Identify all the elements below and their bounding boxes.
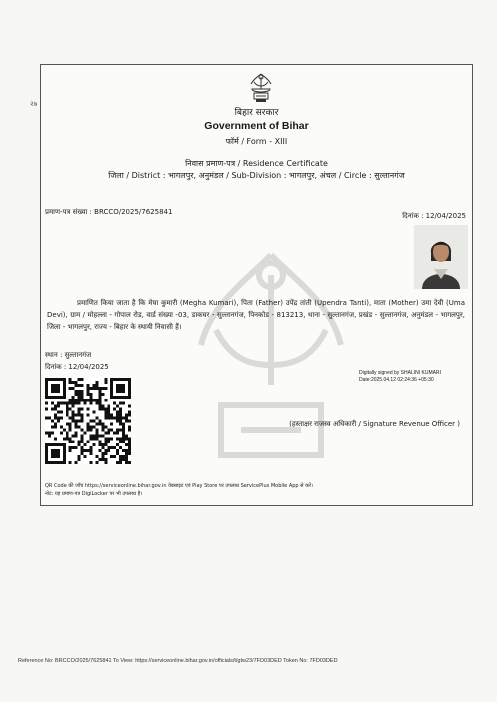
applicant-photo bbox=[414, 225, 468, 289]
digital-signature-date: Date:2025.04.12 02:24:36 +05:30 bbox=[359, 377, 434, 383]
government-title: Government of Bihar bbox=[204, 120, 309, 132]
issue-place: स्थान : सुल्तानगंज bbox=[45, 351, 92, 359]
qr-note bbox=[45, 482, 313, 498]
qr-code bbox=[45, 378, 131, 464]
certificate-date: दिनांक : 12/04/2025 bbox=[402, 212, 466, 220]
digital-signature bbox=[359, 370, 441, 384]
footer-reference: Reference No: BRCCO/2025/7625841 To View: https://serviceonline.bihar.gov.in/officials/t/gtw23/7FD03DED Token No: 7FD03DED bbox=[18, 658, 338, 664]
qr-note-line-1: QR Code की जाँच https://serviceonline.bihar.gov.in वेबसाइट एवं Play Store पर उपलब्ध ServicePlus Mobile App से करें। bbox=[45, 483, 313, 489]
qr-note-line-2: नोट: यह प्रमाण-पत्र DigiLocker पर भी उपलब्ध है। bbox=[45, 491, 143, 497]
state-name-hindi: बिहार सरकार bbox=[234, 108, 279, 118]
bihar-emblem-icon bbox=[246, 71, 276, 103]
certificate-number: प्रमाण-पत्र संख्या : BRCCO/2025/7625841 bbox=[45, 208, 173, 216]
certificate-title: निवास प्रमाण-पत्र / Residence Certificate bbox=[185, 159, 328, 168]
margin-mark: २७ bbox=[30, 101, 38, 108]
digital-signature-name: Digitally signed by SHALINI KUMARI bbox=[359, 370, 441, 376]
signature-label: (हस्ताक्षर राजस्व अधिकारी / Signature Revenue Officer ) bbox=[289, 420, 460, 428]
body-text: प्रमाणित किया जाता है कि मेघा कुमारी (Megha Kumari), पिता (Father) उपेंद्र तांती (Upendra Tanti), माता (Mother) उमा देवी (Uma Devi), ग्राम / मोहल्ला - गोपाल रोड, वार्ड संख्या -03, डाकघर - सुल्तानगंज, पिनकोड - 813213, थाना - सुल्तानगंज, प्रखंड - सुल्तानगंज, अनुमंडल - भागलपुर, जिला - भागलपुर, राज्य - बिहार के स्थायी निवासी हैं। bbox=[47, 299, 465, 331]
form-number: फॉर्म / Form - XIII bbox=[225, 137, 288, 146]
location-line: जिला / District : भागलपुर, अनुमंडल / Sub-Division : भागलपुर, अंचल / Circle : सुल्तानगंज bbox=[108, 171, 405, 180]
watermark-emblem-icon bbox=[171, 235, 371, 485]
certificate-frame bbox=[40, 64, 473, 506]
certificate-body bbox=[47, 297, 465, 333]
issue-date: दिनांक : 12/04/2025 bbox=[45, 363, 109, 371]
